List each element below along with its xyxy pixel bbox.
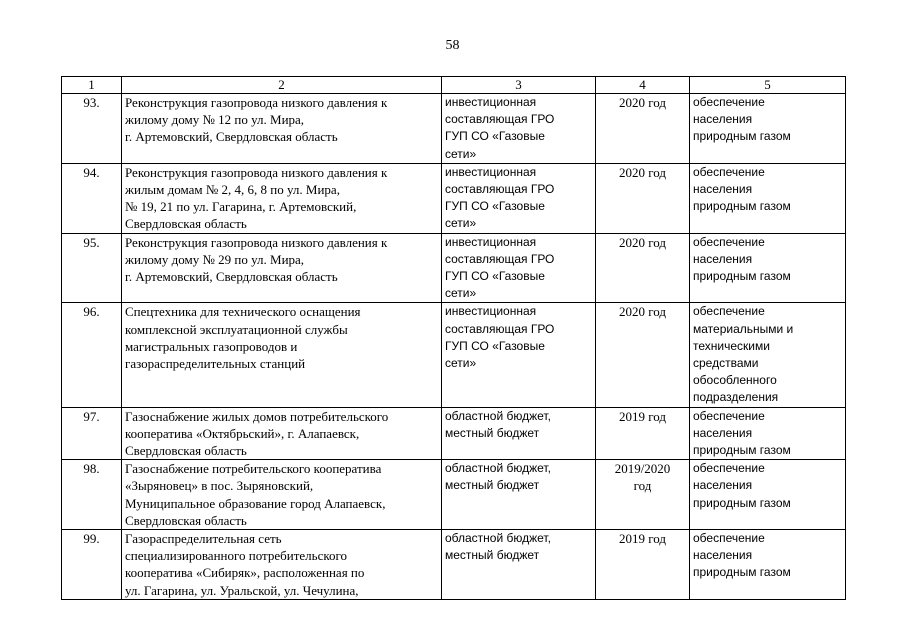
purpose-line: обеспечение [693,461,765,476]
funding-source [442,530,596,600]
funding-source-line: ГУП СО «Газовые [445,269,545,284]
funding-source [442,163,596,233]
purpose-line: природным газом [693,443,791,458]
purpose-line: населения [693,182,753,197]
purpose [690,530,846,600]
page-number: 58 [445,38,460,53]
purpose-line: материальными и [693,321,794,336]
funding-source-line: составляющая ГРО [445,182,555,197]
header-cell-5: 5 [690,77,846,94]
object-name-line: кооператива «Сибиряк», расположенная по [125,565,365,581]
implementation-year [596,530,690,600]
purpose-line: обеспечение [693,234,765,249]
object-name-line: Спецтехника для технического оснащения [125,304,361,320]
object-name-line: кооператива «Октябрьский», г. Алапаевск, [125,425,360,441]
purpose [690,303,846,407]
funding-source [442,460,596,530]
funding-source [442,303,596,407]
object-name [122,94,442,164]
object-name-line: специализированного потребительского [125,548,348,564]
object-name [122,233,442,303]
purpose-line: природным газом [693,565,791,580]
funding-source-line: сети» [445,286,477,301]
object-name [122,460,442,530]
funding-source-line: областной бюджет, [445,531,551,546]
funding-source-line: местный бюджет [445,478,540,493]
purpose-line: населения [693,478,753,493]
object-name-line: Газоснабжение жилых домов потребительского [125,408,389,424]
purpose-line: природным газом [693,495,791,510]
object-name-line: г. Артемовский, Свердловская область [125,129,338,145]
object-name-line: Реконструкция газопровода низкого давления к [125,234,388,250]
table-row [62,94,846,164]
document-table [61,76,846,600]
table-row [62,460,846,530]
table-row [62,407,846,460]
object-name-line: Реконструкция газопровода низкого давления к [125,95,388,110]
funding-source-line: составляющая ГРО [445,251,555,266]
implementation-year-line: 2020 год [619,304,666,320]
implementation-year [596,94,690,164]
funding-source-line: ГУП СО «Газовые [445,338,545,353]
purpose [690,163,846,233]
object-name-line: Газоснабжение потребительского кооператива [125,461,382,477]
implementation-year [596,407,690,460]
object-name-line: газораспределительных станций [125,356,306,372]
object-name-line: Свердловская область [125,216,247,232]
funding-source-line: областной бюджет, [445,461,551,476]
object-name-line: Свердловская область [125,443,247,459]
purpose [690,460,846,530]
purpose [690,94,846,164]
row-number: 96. [62,303,122,407]
funding-source [442,407,596,460]
object-name-line: № 19, 21 по ул. Гагарина, г. Артемовский, [125,199,357,215]
funding-source [442,94,596,164]
table-row [62,233,846,303]
purpose-line: обеспечение [693,164,765,179]
object-name-line: Газораспределительная сеть [125,531,282,547]
object-name-line: Реконструкция газопровода низкого давления к [125,164,388,180]
row-number: 98. [62,460,122,530]
purpose-line: средствами [693,356,759,371]
object-name-line: жилому дому № 29 по ул. Мира, [125,251,305,267]
header-cell-4: 4 [596,77,690,94]
row-number: 99. [62,530,122,600]
funding-source [442,233,596,303]
funding-source-line: инвестиционная [445,164,537,179]
funding-source-line: инвестиционная [445,234,537,249]
purpose-line: населения [693,548,753,563]
purpose-line: обеспечение [693,531,765,546]
purpose-line: природным газом [693,199,791,214]
object-name-line: жилым домам № 2, 4, 6, 8 по ул. Мира, [125,182,340,198]
funding-source-line: составляющая ГРО [445,112,555,127]
purpose-line: населения [693,251,753,266]
purpose [690,233,846,303]
object-name-line: жилому дому № 12 по ул. Мира, [125,112,305,128]
table-row [62,163,846,233]
row-number: 95. [62,233,122,303]
purpose-line: подразделения [693,390,779,405]
object-name-line: магистральных газопроводов и [125,338,298,354]
purpose-line: обеспечение [693,304,765,319]
object-name [122,163,442,233]
implementation-year [596,233,690,303]
object-name [122,407,442,460]
funding-source-line: составляющая ГРО [445,321,555,336]
row-number: 97. [62,407,122,460]
purpose [690,407,846,460]
purpose-line: природным газом [693,129,791,144]
object-name-line: Свердловская область [125,512,247,528]
header-cell-1: 1 [62,77,122,94]
table-row [62,303,846,407]
row-number: 93. [62,94,122,164]
row-number: 94. [62,163,122,233]
purpose-line: техническими [693,338,770,353]
funding-source-line: ГУП СО «Газовые [445,199,545,214]
implementation-year-line: 2019 год [619,531,666,547]
purpose-line: населения [693,112,753,127]
table-header-row [62,77,846,94]
purpose-line: обеспечение [693,95,765,109]
funding-source-line: ГУП СО «Газовые [445,129,545,144]
funding-source-line: областной бюджет, [445,408,551,423]
funding-source-line: инвестиционная [445,304,537,319]
object-name-line: комплексной эксплуатационной службы [125,321,348,337]
funding-source-line: местный бюджет [445,548,540,563]
funding-source-line: сети» [445,146,477,161]
funding-source-line: инвестиционная [445,95,537,109]
funding-source-line: сети» [445,356,477,371]
implementation-year-line: 2019 год [619,408,666,424]
funding-source-line: сети» [445,216,477,231]
object-name-line: ул. Гагарина, ул. Уральской, ул. Чечулина, [125,582,359,598]
table-body [62,77,846,600]
implementation-year [596,460,690,530]
implementation-year-line: 2020 год [619,95,666,110]
object-name-line: Муниципальное образование город Алапаевск, [125,495,386,511]
implementation-year-line: 2019/2020 [614,461,671,477]
implementation-year [596,163,690,233]
implementation-year-line: год [633,478,652,494]
purpose-line: обеспечение [693,408,765,423]
object-name [122,303,442,407]
header-cell-2: 2 [122,77,442,94]
purpose-line: населения [693,425,753,440]
table-row [62,530,846,600]
object-name-line: «Зыряновец» в пос. Зыряновский, [125,478,314,494]
funding-source-line: местный бюджет [445,425,540,440]
purpose-line: обособленного [693,373,777,388]
object-name [122,530,442,600]
implementation-year [596,303,690,407]
purpose-line: природным газом [693,269,791,284]
object-name-line: г. Артемовский, Свердловская область [125,269,338,285]
header-cell-3: 3 [442,77,596,94]
implementation-year-line: 2020 год [619,164,666,180]
implementation-year-line: 2020 год [619,234,666,250]
